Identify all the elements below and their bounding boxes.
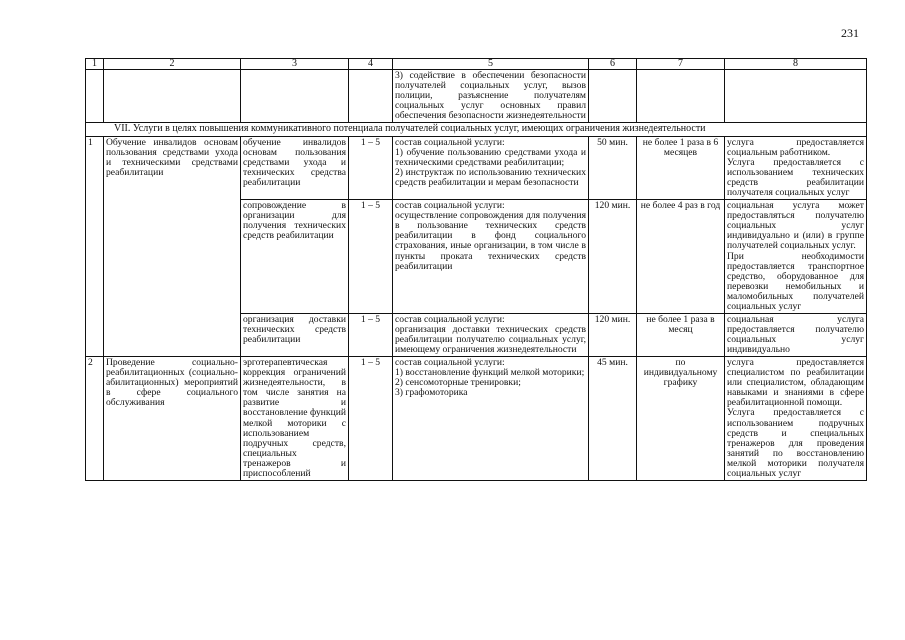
service-description: состав социальной услуги: 1) обучение пользованию средствами ухода и техническими средствами реабилитации; 2) инструктаж по использованию технических средств реабилитации и мерам безопасности bbox=[393, 136, 589, 199]
service-groups: 1 – 5 bbox=[349, 200, 393, 314]
service-groups: 1 – 5 bbox=[349, 136, 393, 199]
service-groups: 1 – 5 bbox=[349, 313, 393, 356]
column-number-2: 2 bbox=[104, 59, 241, 70]
continuation-cell-7 bbox=[637, 70, 725, 123]
continuation-cell-1 bbox=[86, 70, 104, 123]
service-component: организация доставки технических средств реабилитации bbox=[241, 313, 349, 356]
services-table bbox=[85, 58, 867, 481]
column-number-row bbox=[86, 59, 867, 70]
service-groups: 1 – 5 bbox=[349, 357, 393, 481]
column-number-4: 4 bbox=[349, 59, 393, 70]
table-row bbox=[86, 136, 867, 199]
continuation-cell-3 bbox=[241, 70, 349, 123]
row-number: 1 bbox=[86, 136, 104, 356]
service-conditions: услуга предоставляется социальным работником. Услуга предоставляется с использованием технических средств реабилитации получателя социальных услуг bbox=[725, 136, 867, 199]
section-title: VII. Услуги в целях повышения коммуникативного потенциала получателей социальных услуг, имеющих ограничения жизнедеятельности bbox=[86, 123, 867, 137]
column-number-6: 6 bbox=[589, 59, 637, 70]
service-frequency: не более 4 раз в год bbox=[637, 200, 725, 314]
column-number-1: 1 bbox=[86, 59, 104, 70]
continuation-cell-6 bbox=[589, 70, 637, 123]
service-description: состав социальной услуги: осуществление сопровождения для получения в пользование технических средств реабилитации в фонд социального страхования, иные организации, в том числе в пункты проката технических средств реабилитации bbox=[393, 200, 589, 314]
section-title-row bbox=[86, 123, 867, 137]
column-number-5: 5 bbox=[393, 59, 589, 70]
table-row bbox=[86, 357, 867, 481]
page-number: 231 bbox=[841, 26, 859, 40]
service-conditions: социальная услуга предоставляется получателю социальных услуг индивидуально bbox=[725, 313, 867, 356]
service-name: Обучение инвалидов основам пользования средствами ухода и техническими средствами реабилитации bbox=[104, 136, 241, 356]
column-number-8: 8 bbox=[725, 59, 867, 70]
row-number: 2 bbox=[86, 357, 104, 481]
service-component: сопровождение в организации для получения технических средств реабилитации bbox=[241, 200, 349, 314]
continuation-cell-8 bbox=[725, 70, 867, 123]
service-duration: 120 мин. bbox=[589, 313, 637, 356]
continuation-cell-4 bbox=[349, 70, 393, 123]
service-duration: 50 мин. bbox=[589, 136, 637, 199]
continuation-service-text: 3) содействие в обеспечении безопасности получателей социальных услуг, вызов полиции, разъяснение получателям социальных услуг основных правил обеспечения безопасности жизнедеятельности bbox=[393, 70, 589, 123]
service-conditions: социальная услуга может предоставляться получателю социальных услуг индивидуально и (или) в группе получателей социальных услуг. При необходимости предоставляется транспортное средство, оборудованное для перевозки немобильных и маломобильных получателей социальных услуг bbox=[725, 200, 867, 314]
service-duration: 45 мин. bbox=[589, 357, 637, 481]
column-number-3: 3 bbox=[241, 59, 349, 70]
service-name: Проведение социально-реабилитационных (социально-абилитационных) мероприятий в сфере социального обслуживания bbox=[104, 357, 241, 481]
service-frequency: не более 1 раза в 6 месяцев bbox=[637, 136, 725, 199]
service-frequency: не более 1 раза в месяц bbox=[637, 313, 725, 356]
service-duration: 120 мин. bbox=[589, 200, 637, 314]
continuation-cell-2 bbox=[104, 70, 241, 123]
service-conditions: услуга предоставляется специалистом по реабилитации или специалистом, обладающим навыками и знаниями в сфере реабилитационной помощи. Услуга предоставляется с использованием подручных средств и специальных тренажеров для проведения занятий по восстановлению мелкой моторики получателя социальных услуг bbox=[725, 357, 867, 481]
service-description: состав социальной услуги: организация доставки технических средств реабилитации получателю социальных услуг, имеющему ограничения жизнедеятельности bbox=[393, 313, 589, 356]
service-component: эрготерапевтическая коррекция ограничений жизнедеятельности, в том числе занятия на развитие и восстановление функций мелкой моторики с использованием подручных средств, специальных тренажеров и приспособлений bbox=[241, 357, 349, 481]
service-description: состав социальной услуги: 1) восстановление функций мелкой моторики; 2) сенсомоторные тренировки; 3) графомоторика bbox=[393, 357, 589, 481]
service-component: обучение инвалидов основам пользования средствами ухода и технических средства реабилитации bbox=[241, 136, 349, 199]
continuation-row bbox=[86, 70, 867, 123]
column-number-7: 7 bbox=[637, 59, 725, 70]
service-frequency: по индивидуальному графику bbox=[637, 357, 725, 481]
